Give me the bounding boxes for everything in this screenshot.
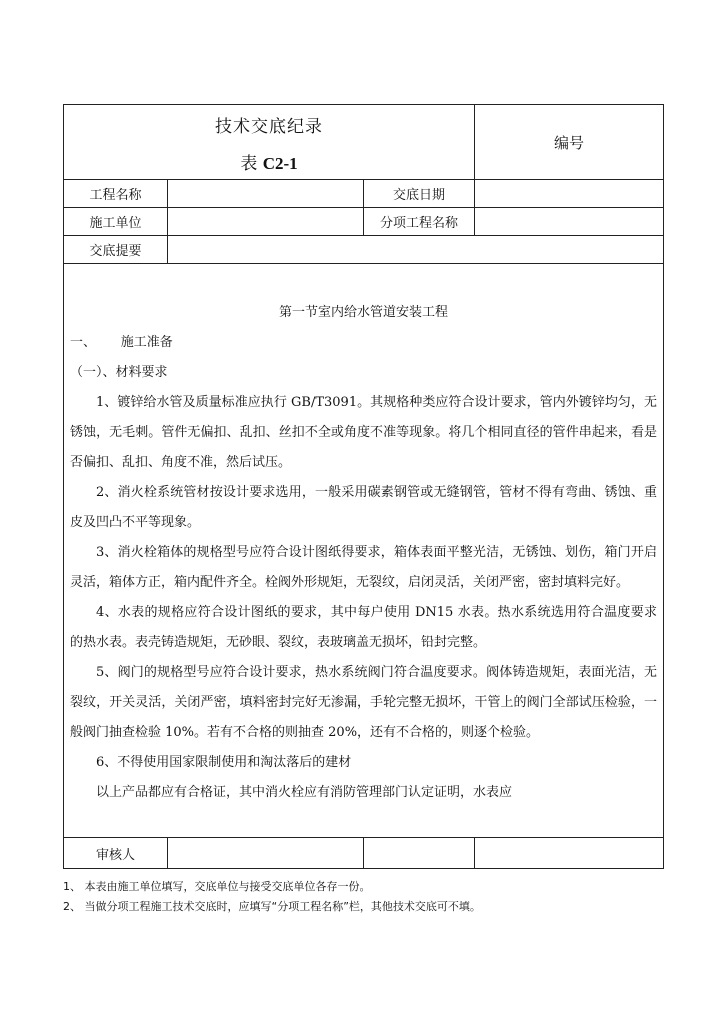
summary-label: 交底提要 [64, 236, 168, 264]
reviewer-label: 审核人 [64, 838, 168, 869]
blank-cell-2[interactable] [475, 838, 664, 869]
subproject-label: 分项工程名称 [364, 208, 475, 236]
subproject-value[interactable] [475, 208, 664, 236]
blank-cell-1[interactable] [364, 838, 475, 869]
paragraph-3: 3、消火栓箱体的规格型号应符合设计图纸得要求，箱体表面平整光洁，无锈蚀、划伤，箱门开启灵活，箱体方正，箱内配件齐全。栓阀外形规矩，无裂纹，启闭灵活，关闭严密，密封填料完好。 [70, 544, 658, 590]
form-title: 技术交底纪录 [215, 117, 323, 137]
paragraph-6: 6、不得使用国家限制使用和淘汰落后的建材 [96, 754, 352, 770]
note-2: 2、 当做分项工程施工技术交底时，应填写“分项工程名称”栏，其他技术交底可不填。 [63, 900, 481, 913]
section-title: 第一节室内给水管道安装工程 [279, 304, 449, 320]
disclosure-content [64, 294, 663, 808]
paragraph-4: 4、水表的规格应符合设计图纸的要求，其中每户使用 DN15 水表。热水系统选用符合温度要求的热水表。表壳铸造规矩，无砂眼、裂纹，表玻璃盖无损坏，铅封完整。 [70, 604, 658, 650]
form-notes [63, 877, 683, 917]
paragraph-7: 以上产品都应有合格证，其中消火栓应有消防管理部门认定证明，水表应 [96, 784, 513, 800]
form-code [64, 149, 474, 174]
disclosure-form [63, 104, 664, 869]
paragraph-2: 2、消火栓系统管材按设计要求选用，一般采用碳素钢管或无缝钢管，管材不得有弯曲、锈蚀、重皮及凹凸不平等现象。 [70, 484, 658, 530]
disclosure-content-cell [64, 264, 664, 838]
construction-unit-label: 施工单位 [64, 208, 168, 236]
paragraph-5: 5、阀门的规格型号应符合设计要求，热水系统阀门符合温度要求。阀体铸造规矩，表面光洁，无裂纹，开关灵活，关闭严密，填料密封完好无渗漏，手轮完整无损坏，干管上的阀门全部试压检验，一般阀门抽查检验 10%。若有不合格的则抽查 20%，还有不合格的，则逐个检验。 [70, 664, 658, 740]
summary-value[interactable] [168, 236, 664, 264]
form-code-value: C2-1 [262, 154, 298, 173]
date-label: 交底日期 [364, 180, 475, 208]
note-1: 1、 本表由施工单位填写，交底单位与接受交底单位各存一份。 [63, 880, 371, 893]
construction-unit-value[interactable] [168, 208, 364, 236]
number-label: 编号 [475, 105, 664, 180]
heading-material-requirements: （一）、材料要求 [70, 364, 168, 380]
project-name-value[interactable] [168, 180, 364, 208]
paragraph-1: 1、镀锌给水管及质量标准应执行 GB/T3091。其规格种类应符合设计要求，管内外镀锌均匀，无锈蚀，无毛刺。管件无偏扣、乱扣、丝扣不全或角度不准等现象。将几个相同直径的管件串起来，看是否偏扣、乱扣、角度不准，然后试压。 [70, 394, 658, 470]
project-name-label: 工程名称 [64, 180, 168, 208]
heading-preparation: 一、 施工准备 [70, 334, 173, 350]
reviewer-value[interactable] [168, 838, 364, 869]
form-title-cell [64, 105, 475, 180]
date-value[interactable] [475, 180, 664, 208]
form-code-prefix: 表 [240, 154, 258, 174]
